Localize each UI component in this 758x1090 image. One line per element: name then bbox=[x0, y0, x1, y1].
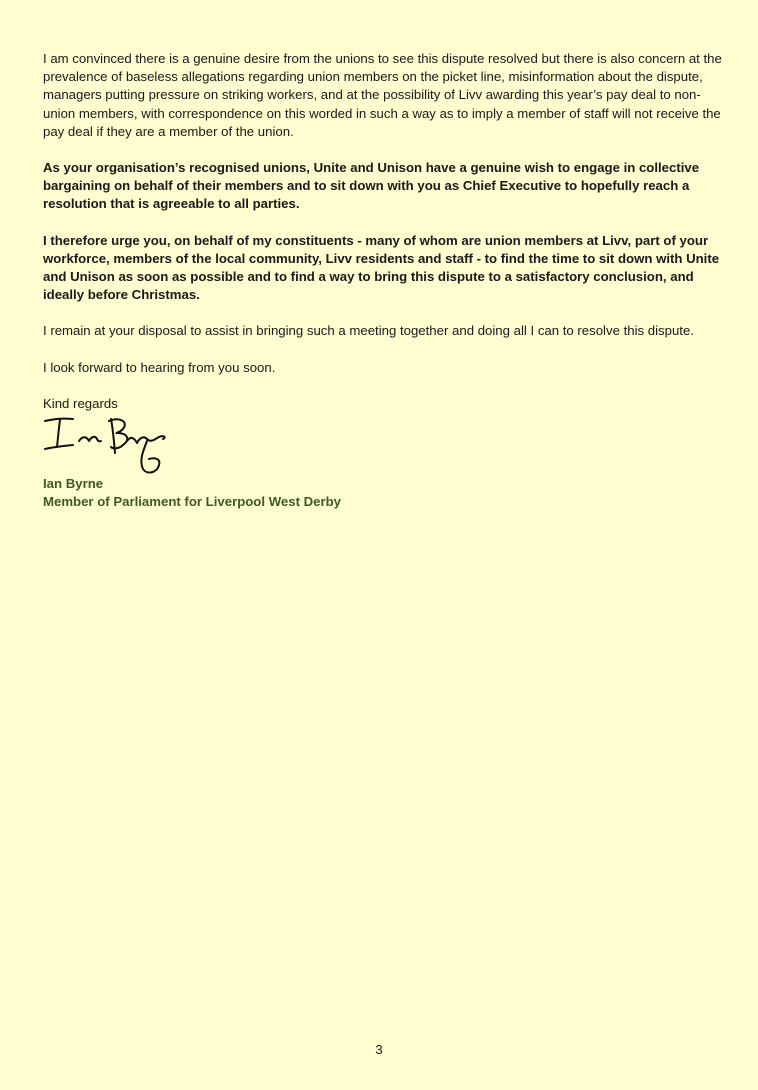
signature-image bbox=[43, 415, 183, 477]
paragraph-unions: As your organisation’s recognised unions, Unite and Unison have a genuine wish to engage in collective bargaining on behalf of their members and to sit down with you as Chief Executive to hopefully reach a resolution that is agreeable to all parties. bbox=[43, 160, 700, 212]
paragraph-concerns: I am convinced there is a genuine desire from the unions to see this dispute resolved but there is also concern at the prevalence of baseless allegations regarding union members on the picket line, misinformation about the dispute, managers putting pressure on striking workers, and at the possibility of Livv awarding this year’s pay deal to non-union members, with correspondence on this worded in such a way as to imply a member of staff will not receive the pay deal if they are a member of the union. bbox=[43, 51, 722, 139]
signatory-title: Member of Parliament for Liverpool West Derby bbox=[43, 494, 342, 510]
signatory-name: Ian Byrne bbox=[43, 476, 104, 492]
page-number: 3 bbox=[375, 1042, 383, 1057]
paragraph-urge: I therefore urge you, on behalf of my constituents - many of whom are union members at Livv, part of your workforce, members of the local community, Livv residents and staff - to find the time to sit down with Unite and Unison as soon as possible and to find a way to bring this dispute to a satisfactory conclusion, and ideally before Christmas. bbox=[43, 232, 720, 303]
letter-body bbox=[43, 50, 723, 511]
paragraph-disposal: I remain at your disposal to assist in bringing such a meeting together and doing all I can to resolve this dispute. bbox=[43, 323, 694, 339]
handwritten-signature bbox=[43, 415, 723, 475]
paragraph-closing: Kind regards bbox=[43, 395, 118, 411]
paragraph-look-forward: I look forward to hearing from you soon. bbox=[43, 359, 276, 375]
